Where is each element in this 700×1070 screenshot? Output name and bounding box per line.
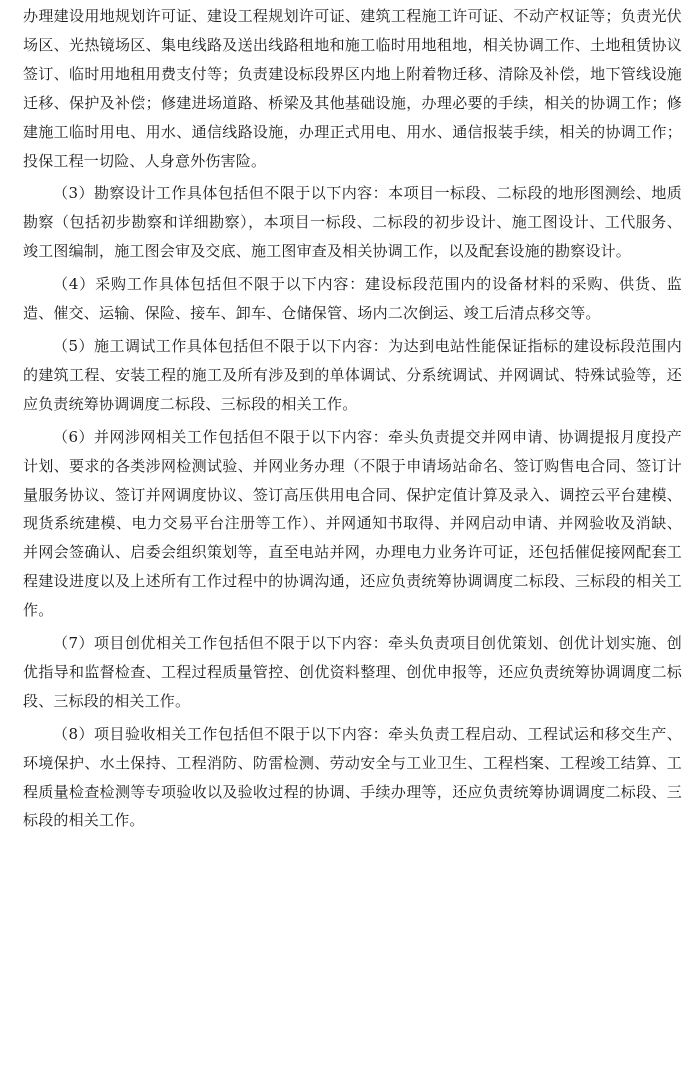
- paragraph-item-3-survey-design: （3）勘察设计工作具体包括但不限于以下内容：本项目一标段、二标段的地形图测绘、地质勘察（包括初步勘察和详细勘察），本项目一标段、二标段的初步设计、施工图设计、工代服务、竣工图编制，施工图会审及交底、施工图审查及相关协调工作，以及配套设施的勘察设计。: [23, 184, 682, 261]
- paragraph-item-7-excellence-award: （7）项目创优相关工作包括但不限于以下内容：牵头负责项目创优策划、创优计划实施、创优指导和监督检查、工程过程质量管控、创优资料整理、创优申报等，还应负责统筹协调调度二标段、三标段的相关工作。: [23, 634, 682, 710]
- paragraph-item-8-acceptance: （8）项目验收相关工作包括但不限于以下内容：牵头负责工程启动、工程试运和移交生产、环境保护、水土保持、工程消防、防雷检测、劳动安全与工业卫生、工程档案、工程竣工结算、工程质量检查检测等专项验收以及验收过程的协调、手续办理等，还应负责统筹协调调度二标段、三标段的相关工作。: [23, 724, 682, 830]
- paragraph-item-4-procurement: （4）采购工作具体包括但不限于以下内容：建设标段范围内的设备材料的采购、供货、监造、催交、运输、保险、接车、卸车、仓储保管、场内二次倒运、竣工后清点移交等。: [23, 275, 682, 323]
- paragraph-item-5-construction-commissioning: （5）施工调试工作具体包括但不限于以下内容：为达到电站性能保证指标的建设标段范围内的建筑工程、安装工程的施工及所有涉及到的单体调试、分系统调试、并网调试、特殊试验等，还应负责统筹协调调度二标段、三标段的相关工作。: [23, 336, 682, 413]
- paragraph-item-6-grid-connection: （6）并网涉网相关工作包括但不限于以下内容：牵头负责提交并网申请、协调提报月度投产计划、要求的各类涉网检测试验、并网业务办理（不限于申请场站命名、签订购售电合同、签订计量服务协议、签订并网调度协议、签订高压供用电合同、保护定值计算及录入、调控云平台建模、现货系统建模、电力交易平台注册等工作）、并网通知书取得、并网启动申请、并网验收及消缺、并网会签确认、启委会组织策划等，直至电站并网，办理电力业务许可证，还包括催促接网配套工程建设进度以及上述所有工作过程中的协调沟通，还应负责统筹协调调度二标段、三标段的相关工作。: [23, 427, 682, 620]
- paragraph-continued: 办理建设用地规划许可证、建设工程规划许可证、建筑工程施工许可证、不动产权证等；负责光伏场区、光热镜场区、集电线路及送出线路租地和施工临时用地租地，相关协调工作、土地租赁协议签订、临时用地租用费支付等；负责建设标段界区内地上附着物迁移、清除及补偿，地下管线设施迁移、保护及补偿；修建进场道路、桥梁及其他基础设施，办理必要的手续，相关的协调工作；修建施工临时用电、用水、通信线路设施，办理正式用电、用水、通信报装手续，相关的协调工作；投保工程一切险、人身意外伤害险。: [23, 7, 682, 170]
